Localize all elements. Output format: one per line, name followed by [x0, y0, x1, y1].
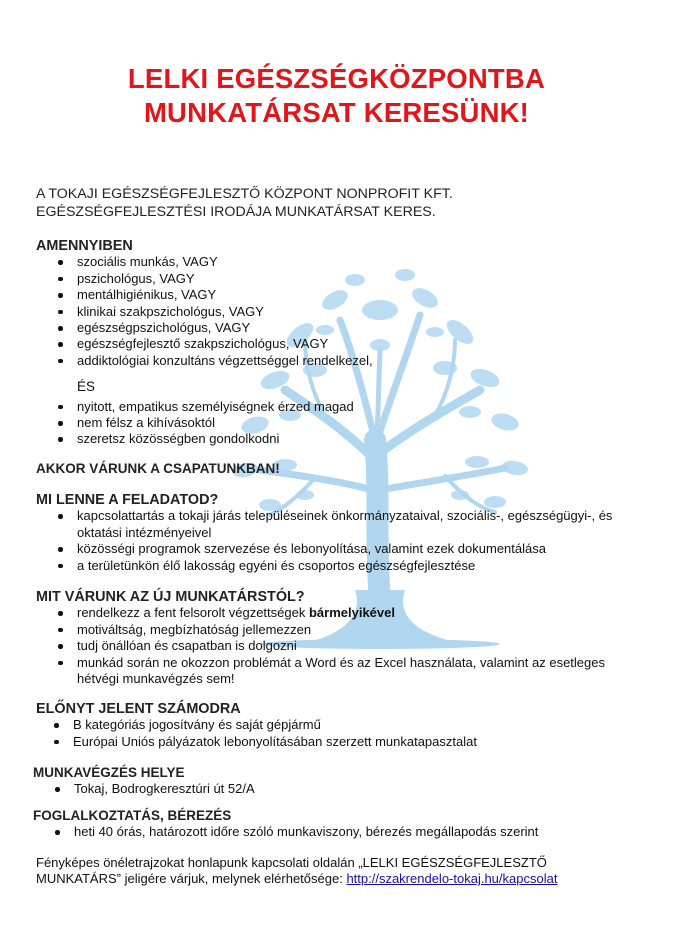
- and-label: ÉS: [77, 379, 96, 395]
- list-item: a területünkön élő lakosság egyéni és csoportos egészségfejlesztése: [36, 558, 636, 574]
- contact-link[interactable]: http://szakrendelo-tokaj.hu/kapcsolat: [346, 871, 558, 887]
- personality-list: [36, 399, 373, 448]
- list-item: Európai Uniós pályázatok lebonyolításában szerzett munkatapasztalat: [36, 734, 477, 750]
- list-item: pszichológus, VAGY: [36, 271, 373, 287]
- list-item: B kategóriás jogosítvány és saját gépjármű: [36, 717, 477, 733]
- list-item: addiktológiai konzultáns végzettséggel rendelkezel,: [36, 353, 373, 369]
- intro-text: [36, 185, 453, 221]
- location-section: [33, 765, 255, 798]
- tasks-section: [36, 492, 636, 574]
- location-heading: MUNKAVÉGZÉS HELYE: [33, 765, 185, 780]
- footer-line-2: [36, 871, 636, 887]
- list-item: mentálhigiénikus, VAGY: [36, 287, 373, 303]
- expectations-heading: MIT VÁRUNK AZ ÚJ MUNKATÁRSTÓL?: [36, 589, 305, 605]
- advantages-heading: ELŐNYT JELENT SZÁMODRA: [36, 701, 241, 717]
- page-title: [0, 62, 673, 130]
- list-item: munkád során ne okozzon problémát a Word és az Excel használata, valamint az esetleges hétvégi munkavégzés sem!: [36, 655, 636, 688]
- requirements-section: [36, 238, 373, 448]
- title-line-1: LELKI EGÉSZSÉGKÖZPONTBA: [127, 63, 546, 94]
- advantages-section: [36, 701, 477, 750]
- list-item: kapcsolattartás a tokaji járás településeinek önkormányzataival, szociális-, egészségügyi-, és oktatási intézményeivel: [36, 508, 636, 541]
- list-item: motiváltság, megbízhatóság jellemezzen: [36, 622, 636, 638]
- tasks-list: [36, 508, 636, 574]
- list-item: Tokaj, Bodrogkeresztúri út 52/A: [33, 781, 255, 797]
- list-item: közösségi programok szervezése és lebonyolítása, valamint ezek dokumentálása: [36, 541, 636, 557]
- employment-heading: FOGLALKOZTATÁS, BÉREZÉS: [33, 808, 232, 823]
- advantages-list: [36, 717, 477, 750]
- footer-line-2-text: MUNKATÁRS” jeligére várjuk, melynek elérhetősége:: [36, 871, 347, 887]
- intro-line-1: A TOKAJI EGÉSZSÉGFEJLESZTŐ KÖZPONT NONPROFIT KFT.: [36, 186, 453, 202]
- list-item: egészségfejlesztő szakpszichológus, VAGY: [36, 336, 373, 352]
- title-line-2: MUNKATÁRSAT KERESÜNK!: [143, 97, 530, 128]
- tasks-heading: MI LENNE A FELADATOD?: [36, 492, 219, 508]
- welcome-text: AKKOR VÁRUNK A CSAPATUNKBAN!: [36, 461, 280, 476]
- footer-line-1: Fényképes önéletrajzokat honlapunk kapcsolati oldalán „LELKI EGÉSZSÉGFEJLESZTŐ: [36, 855, 547, 870]
- list-item: nyitott, empatikus személyiségnek érzed magad: [36, 399, 373, 415]
- intro-line-2: EGÉSZSÉGFEJLESZTÉSI IRODÁJA MUNKATÁRSAT KERES.: [36, 204, 436, 220]
- requirements-heading: AMENNYIBEN: [36, 238, 133, 254]
- list-item: klinikai szakpszichológus, VAGY: [36, 304, 373, 320]
- list-item-bold: bármelyikével: [308, 605, 395, 621]
- expectations-section: [36, 589, 636, 687]
- list-item: heti 40 órás, határozott időre szóló munkaviszony, bérezés megállapodás szerint: [33, 824, 538, 840]
- qualification-list: [36, 254, 373, 369]
- list-item: tudj önállóan és csapatban is dolgozni: [36, 638, 636, 654]
- list-item-text: rendelkezz a fent felsorolt végzettségek: [77, 605, 309, 621]
- list-item: szociális munkás, VAGY: [36, 254, 373, 270]
- location-list: [33, 781, 255, 797]
- employment-list: [33, 824, 538, 840]
- employment-section: [33, 808, 538, 841]
- list-item: [36, 605, 636, 621]
- list-item: szeretsz közösségben gondolkodni: [36, 431, 373, 447]
- expectations-list: [36, 605, 636, 687]
- list-item: nem félsz a kihívásoktól: [36, 415, 373, 431]
- list-item: egészségpszichológus, VAGY: [36, 320, 373, 336]
- application-note: [36, 855, 636, 888]
